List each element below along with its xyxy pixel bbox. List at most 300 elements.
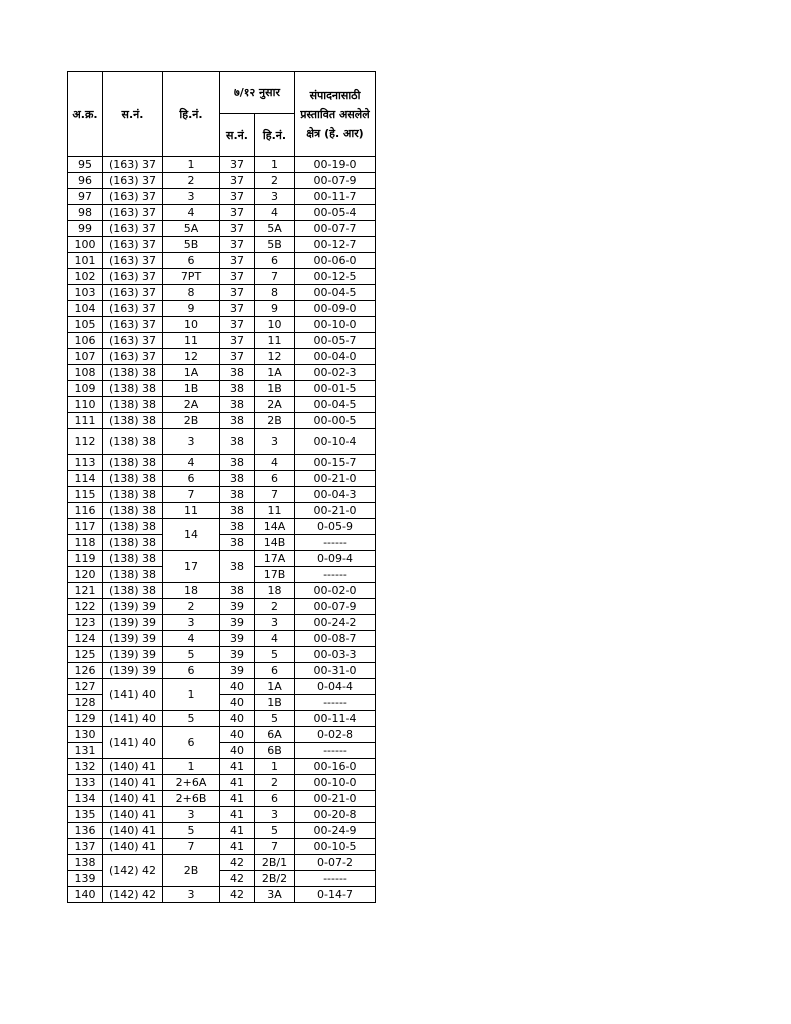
- table-row: [68, 221, 376, 237]
- serial-cell: 139: [68, 871, 103, 887]
- record-survey-cell: 39: [220, 647, 255, 663]
- hissa-cell: 4: [163, 455, 220, 471]
- area-cell: 00-20-8: [295, 807, 376, 823]
- survey-cell: (163) 37: [103, 253, 163, 269]
- survey-cell: (163) 37: [103, 205, 163, 221]
- table-row: [68, 791, 376, 807]
- record-hissa-cell: 2B/2: [255, 871, 295, 887]
- header-serial: अ.क्र.: [68, 72, 103, 157]
- table-row: [68, 237, 376, 253]
- serial-cell: 140: [68, 887, 103, 903]
- record-hissa-cell: 8: [255, 285, 295, 301]
- table-row: [68, 317, 376, 333]
- record-hissa-cell: 4: [255, 205, 295, 221]
- survey-cell: (141) 40: [103, 711, 163, 727]
- hissa-cell: 5: [163, 711, 220, 727]
- record-hissa-cell: 6: [255, 791, 295, 807]
- table-row: [68, 887, 376, 903]
- area-cell: 0-05-9: [295, 519, 376, 535]
- serial-cell: 115: [68, 487, 103, 503]
- hissa-cell: 1: [163, 157, 220, 173]
- record-hissa-cell: 3: [255, 807, 295, 823]
- serial-cell: 103: [68, 285, 103, 301]
- serial-cell: 128: [68, 695, 103, 711]
- area-cell: 00-05-7: [295, 333, 376, 349]
- record-hissa-cell: 2: [255, 173, 295, 189]
- survey-cell: (138) 38: [103, 429, 163, 455]
- hissa-cell: 2: [163, 599, 220, 615]
- serial-cell: 138: [68, 855, 103, 871]
- survey-cell: (140) 41: [103, 839, 163, 855]
- serial-cell: 98: [68, 205, 103, 221]
- hissa-cell: 6: [163, 253, 220, 269]
- survey-cell: (138) 38: [103, 535, 163, 551]
- record-survey-cell: 39: [220, 615, 255, 631]
- record-hissa-cell: 1B: [255, 695, 295, 711]
- survey-cell: (140) 41: [103, 807, 163, 823]
- serial-cell: 105: [68, 317, 103, 333]
- serial-cell: 116: [68, 503, 103, 519]
- area-cell: 00-21-0: [295, 471, 376, 487]
- survey-cell: (138) 38: [103, 365, 163, 381]
- survey-cell: (163) 37: [103, 285, 163, 301]
- serial-cell: 122: [68, 599, 103, 615]
- serial-cell: 97: [68, 189, 103, 205]
- hissa-cell: 1B: [163, 381, 220, 397]
- record-survey-cell: 41: [220, 823, 255, 839]
- serial-cell: 113: [68, 455, 103, 471]
- table-row: [68, 487, 376, 503]
- hissa-cell: 2B: [163, 855, 220, 887]
- hissa-cell: 2: [163, 173, 220, 189]
- record-hissa-cell: 3: [255, 429, 295, 455]
- hissa-cell: 10: [163, 317, 220, 333]
- record-survey-cell: 38: [220, 455, 255, 471]
- serial-cell: 96: [68, 173, 103, 189]
- table-row: [68, 349, 376, 365]
- hissa-cell: 5A: [163, 221, 220, 237]
- hissa-cell: 3: [163, 887, 220, 903]
- record-hissa-cell: 6A: [255, 727, 295, 743]
- serial-cell: 133: [68, 775, 103, 791]
- record-hissa-cell: 4: [255, 631, 295, 647]
- survey-cell: (142) 42: [103, 855, 163, 887]
- survey-cell: (140) 41: [103, 775, 163, 791]
- header-record-hissa: हि.नं.: [255, 114, 295, 157]
- area-cell: 00-04-5: [295, 285, 376, 301]
- area-cell: 00-09-0: [295, 301, 376, 317]
- record-survey-cell: 38: [220, 413, 255, 429]
- survey-cell: (142) 42: [103, 887, 163, 903]
- survey-cell: (138) 38: [103, 519, 163, 535]
- record-survey-cell: 37: [220, 253, 255, 269]
- table-row: [68, 285, 376, 301]
- table-row: [68, 663, 376, 679]
- survey-cell: (140) 41: [103, 791, 163, 807]
- serial-cell: 106: [68, 333, 103, 349]
- area-cell: 00-15-7: [295, 455, 376, 471]
- table-row: [68, 807, 376, 823]
- record-hissa-cell: 7: [255, 839, 295, 855]
- survey-cell: (139) 39: [103, 647, 163, 663]
- record-survey-cell: 37: [220, 221, 255, 237]
- hissa-cell: 5: [163, 647, 220, 663]
- serial-cell: 100: [68, 237, 103, 253]
- area-cell: 00-21-0: [295, 503, 376, 519]
- record-hissa-cell: 1A: [255, 679, 295, 695]
- serial-cell: 118: [68, 535, 103, 551]
- survey-cell: (163) 37: [103, 221, 163, 237]
- record-hissa-cell: 7: [255, 269, 295, 285]
- record-survey-cell: 37: [220, 173, 255, 189]
- table-row: [68, 455, 376, 471]
- table-row: [68, 205, 376, 221]
- serial-cell: 111: [68, 413, 103, 429]
- table-row: [68, 301, 376, 317]
- record-hissa-cell: 5B: [255, 237, 295, 253]
- hissa-cell: 5B: [163, 237, 220, 253]
- record-hissa-cell: 14A: [255, 519, 295, 535]
- hissa-cell: 14: [163, 519, 220, 551]
- area-cell: ------: [295, 535, 376, 551]
- serial-cell: 127: [68, 679, 103, 695]
- survey-cell: (138) 38: [103, 381, 163, 397]
- area-cell: 00-03-3: [295, 647, 376, 663]
- record-survey-cell: 39: [220, 631, 255, 647]
- header-record-survey: स.नं.: [220, 114, 255, 157]
- survey-cell: (138) 38: [103, 567, 163, 583]
- hissa-cell: 5: [163, 823, 220, 839]
- hissa-cell: 11: [163, 503, 220, 519]
- serial-cell: 102: [68, 269, 103, 285]
- area-cell: 0-07-2: [295, 855, 376, 871]
- record-survey-cell: 41: [220, 775, 255, 791]
- record-survey-cell: 39: [220, 663, 255, 679]
- serial-cell: 107: [68, 349, 103, 365]
- record-survey-cell: 37: [220, 205, 255, 221]
- table-row: [68, 333, 376, 349]
- record-survey-cell: 40: [220, 679, 255, 695]
- hissa-cell: 18: [163, 583, 220, 599]
- hissa-cell: 3: [163, 807, 220, 823]
- record-survey-cell: 38: [220, 503, 255, 519]
- table-row: [68, 599, 376, 615]
- survey-cell: (138) 38: [103, 487, 163, 503]
- table-row: [68, 823, 376, 839]
- record-survey-cell: 37: [220, 349, 255, 365]
- area-cell: 0-14-7: [295, 887, 376, 903]
- area-cell: ------: [295, 695, 376, 711]
- survey-cell: (138) 38: [103, 503, 163, 519]
- record-hissa-cell: 6: [255, 663, 295, 679]
- table-row: [68, 647, 376, 663]
- table-row: [68, 551, 376, 567]
- record-hissa-cell: 5: [255, 647, 295, 663]
- area-cell: 00-10-0: [295, 317, 376, 333]
- area-cell: 00-10-0: [295, 775, 376, 791]
- area-cell: 00-19-0: [295, 157, 376, 173]
- survey-cell: (139) 39: [103, 663, 163, 679]
- record-survey-cell: 38: [220, 471, 255, 487]
- table-row: [68, 711, 376, 727]
- record-survey-cell: 38: [220, 583, 255, 599]
- area-cell: 00-12-5: [295, 269, 376, 285]
- hissa-cell: 2B: [163, 413, 220, 429]
- hissa-cell: 11: [163, 333, 220, 349]
- area-cell: ------: [295, 871, 376, 887]
- table-row: [68, 759, 376, 775]
- record-hissa-cell: 11: [255, 503, 295, 519]
- record-survey-cell: 37: [220, 301, 255, 317]
- serial-cell: 117: [68, 519, 103, 535]
- serial-cell: 135: [68, 807, 103, 823]
- record-hissa-cell: 5: [255, 823, 295, 839]
- serial-cell: 108: [68, 365, 103, 381]
- hissa-cell: 8: [163, 285, 220, 301]
- record-survey-cell: 37: [220, 285, 255, 301]
- record-survey-cell: 38: [220, 365, 255, 381]
- survey-cell: (139) 39: [103, 615, 163, 631]
- hissa-cell: 1: [163, 759, 220, 775]
- record-hissa-cell: 10: [255, 317, 295, 333]
- table-row: [68, 253, 376, 269]
- hissa-cell: 17: [163, 551, 220, 583]
- serial-cell: 124: [68, 631, 103, 647]
- serial-cell: 130: [68, 727, 103, 743]
- hissa-cell: 7: [163, 839, 220, 855]
- table-row: [68, 615, 376, 631]
- table-body: [68, 157, 376, 903]
- table-row: [68, 397, 376, 413]
- record-hissa-cell: 17A: [255, 551, 295, 567]
- table-row: [68, 157, 376, 173]
- area-cell: 00-04-0: [295, 349, 376, 365]
- record-hissa-cell: 11: [255, 333, 295, 349]
- record-survey-cell: 42: [220, 871, 255, 887]
- serial-cell: 99: [68, 221, 103, 237]
- area-cell: 00-04-5: [295, 397, 376, 413]
- record-survey-cell: 41: [220, 759, 255, 775]
- record-survey-cell: 37: [220, 157, 255, 173]
- area-cell: 00-02-0: [295, 583, 376, 599]
- area-cell: 00-11-7: [295, 189, 376, 205]
- hissa-cell: 6: [163, 663, 220, 679]
- area-cell: 00-07-7: [295, 221, 376, 237]
- area-cell: ------: [295, 743, 376, 759]
- survey-cell: (138) 38: [103, 583, 163, 599]
- header-hissa-no: हि.नं.: [163, 72, 220, 157]
- record-hissa-cell: 6: [255, 253, 295, 269]
- area-cell: 00-02-3: [295, 365, 376, 381]
- hissa-cell: 7: [163, 487, 220, 503]
- record-hissa-cell: 3A: [255, 887, 295, 903]
- survey-cell: (163) 37: [103, 157, 163, 173]
- header-record-group: ७/१२ नुसार: [220, 72, 295, 114]
- record-survey-cell: 38: [220, 381, 255, 397]
- survey-cell: (163) 37: [103, 237, 163, 253]
- survey-cell: (138) 38: [103, 413, 163, 429]
- record-survey-cell: 40: [220, 695, 255, 711]
- hissa-cell: 2+6B: [163, 791, 220, 807]
- record-hissa-cell: 18: [255, 583, 295, 599]
- area-cell: 00-08-7: [295, 631, 376, 647]
- record-hissa-cell: 3: [255, 615, 295, 631]
- record-hissa-cell: 5A: [255, 221, 295, 237]
- area-cell: 0-04-4: [295, 679, 376, 695]
- survey-cell: (163) 37: [103, 349, 163, 365]
- survey-cell: (163) 37: [103, 317, 163, 333]
- record-hissa-cell: 17B: [255, 567, 295, 583]
- table-row: [68, 471, 376, 487]
- survey-cell: (138) 38: [103, 455, 163, 471]
- hissa-cell: 3: [163, 615, 220, 631]
- table-row: [68, 429, 376, 455]
- record-survey-cell: 41: [220, 791, 255, 807]
- hissa-cell: 6: [163, 727, 220, 759]
- area-cell: 00-04-3: [295, 487, 376, 503]
- record-survey-cell: 37: [220, 189, 255, 205]
- area-cell: 0-02-8: [295, 727, 376, 743]
- table-row: [68, 269, 376, 285]
- record-hissa-cell: 1: [255, 759, 295, 775]
- area-cell: 00-24-9: [295, 823, 376, 839]
- survey-cell: (163) 37: [103, 173, 163, 189]
- survey-cell: (141) 40: [103, 679, 163, 711]
- survey-cell: (163) 37: [103, 189, 163, 205]
- hissa-cell: 4: [163, 205, 220, 221]
- survey-cell: (138) 38: [103, 471, 163, 487]
- serial-cell: 119: [68, 551, 103, 567]
- hissa-cell: 2A: [163, 397, 220, 413]
- survey-cell: (163) 37: [103, 269, 163, 285]
- survey-cell: (139) 39: [103, 599, 163, 615]
- table-row: [68, 583, 376, 599]
- hissa-cell: 3: [163, 189, 220, 205]
- area-cell: 00-24-2: [295, 615, 376, 631]
- serial-cell: 101: [68, 253, 103, 269]
- record-survey-cell: 42: [220, 887, 255, 903]
- table-row: [68, 173, 376, 189]
- hissa-cell: 3: [163, 429, 220, 455]
- serial-cell: 125: [68, 647, 103, 663]
- record-hissa-cell: 2B: [255, 413, 295, 429]
- hissa-cell: 1: [163, 679, 220, 711]
- survey-cell: (163) 37: [103, 301, 163, 317]
- area-cell: 00-31-0: [295, 663, 376, 679]
- record-survey-cell: 40: [220, 711, 255, 727]
- serial-cell: 137: [68, 839, 103, 855]
- table-row: [68, 381, 376, 397]
- serial-cell: 110: [68, 397, 103, 413]
- serial-cell: 134: [68, 791, 103, 807]
- record-hissa-cell: 6B: [255, 743, 295, 759]
- serial-cell: 129: [68, 711, 103, 727]
- area-cell: 00-16-0: [295, 759, 376, 775]
- survey-cell: (163) 37: [103, 333, 163, 349]
- serial-cell: 123: [68, 615, 103, 631]
- area-cell: 00-01-5: [295, 381, 376, 397]
- hissa-cell: 2+6A: [163, 775, 220, 791]
- serial-cell: 126: [68, 663, 103, 679]
- record-hissa-cell: 2: [255, 599, 295, 615]
- record-survey-cell: 38: [220, 535, 255, 551]
- record-hissa-cell: 9: [255, 301, 295, 317]
- record-hissa-cell: 2B/1: [255, 855, 295, 871]
- table-row: [68, 855, 376, 871]
- record-survey-cell: 42: [220, 855, 255, 871]
- record-hissa-cell: 7: [255, 487, 295, 503]
- hissa-cell: 4: [163, 631, 220, 647]
- record-survey-cell: 40: [220, 727, 255, 743]
- record-survey-cell: 38: [220, 551, 255, 583]
- record-hissa-cell: 14B: [255, 535, 295, 551]
- survey-cell: (141) 40: [103, 727, 163, 759]
- record-hissa-cell: 2: [255, 775, 295, 791]
- header-survey-no: स.नं.: [103, 72, 163, 157]
- record-hissa-cell: 12: [255, 349, 295, 365]
- record-hissa-cell: 1: [255, 157, 295, 173]
- survey-cell: (140) 41: [103, 823, 163, 839]
- record-hissa-cell: 1A: [255, 365, 295, 381]
- record-survey-cell: 37: [220, 317, 255, 333]
- hissa-cell: 6: [163, 471, 220, 487]
- record-survey-cell: 37: [220, 333, 255, 349]
- area-cell: 00-07-9: [295, 173, 376, 189]
- table-row: [68, 775, 376, 791]
- survey-cell: (140) 41: [103, 759, 163, 775]
- hissa-cell: 9: [163, 301, 220, 317]
- table-row: [68, 839, 376, 855]
- serial-cell: 109: [68, 381, 103, 397]
- record-hissa-cell: 1B: [255, 381, 295, 397]
- area-cell: 0-09-4: [295, 551, 376, 567]
- table-row: [68, 189, 376, 205]
- table-row: [68, 519, 376, 535]
- serial-cell: 120: [68, 567, 103, 583]
- area-cell: 00-12-7: [295, 237, 376, 253]
- hissa-cell: 1A: [163, 365, 220, 381]
- table-row: [68, 503, 376, 519]
- table-row: [68, 679, 376, 695]
- record-hissa-cell: 3: [255, 189, 295, 205]
- serial-cell: 95: [68, 157, 103, 173]
- serial-cell: 104: [68, 301, 103, 317]
- serial-cell: 136: [68, 823, 103, 839]
- record-survey-cell: 37: [220, 269, 255, 285]
- serial-cell: 114: [68, 471, 103, 487]
- area-cell: 00-10-4: [295, 429, 376, 455]
- area-cell: 00-21-0: [295, 791, 376, 807]
- table-row: [68, 413, 376, 429]
- serial-cell: 131: [68, 743, 103, 759]
- survey-cell: (138) 38: [103, 551, 163, 567]
- record-hissa-cell: 5: [255, 711, 295, 727]
- area-cell: 00-05-4: [295, 205, 376, 221]
- survey-cell: (139) 39: [103, 631, 163, 647]
- record-survey-cell: 39: [220, 599, 255, 615]
- record-survey-cell: 38: [220, 429, 255, 455]
- area-cell: 00-00-5: [295, 413, 376, 429]
- land-record-table: [67, 71, 376, 903]
- hissa-cell: 12: [163, 349, 220, 365]
- record-survey-cell: 38: [220, 487, 255, 503]
- record-hissa-cell: 2A: [255, 397, 295, 413]
- record-survey-cell: 38: [220, 519, 255, 535]
- area-cell: ------: [295, 567, 376, 583]
- table-row: [68, 727, 376, 743]
- record-survey-cell: 41: [220, 839, 255, 855]
- serial-cell: 132: [68, 759, 103, 775]
